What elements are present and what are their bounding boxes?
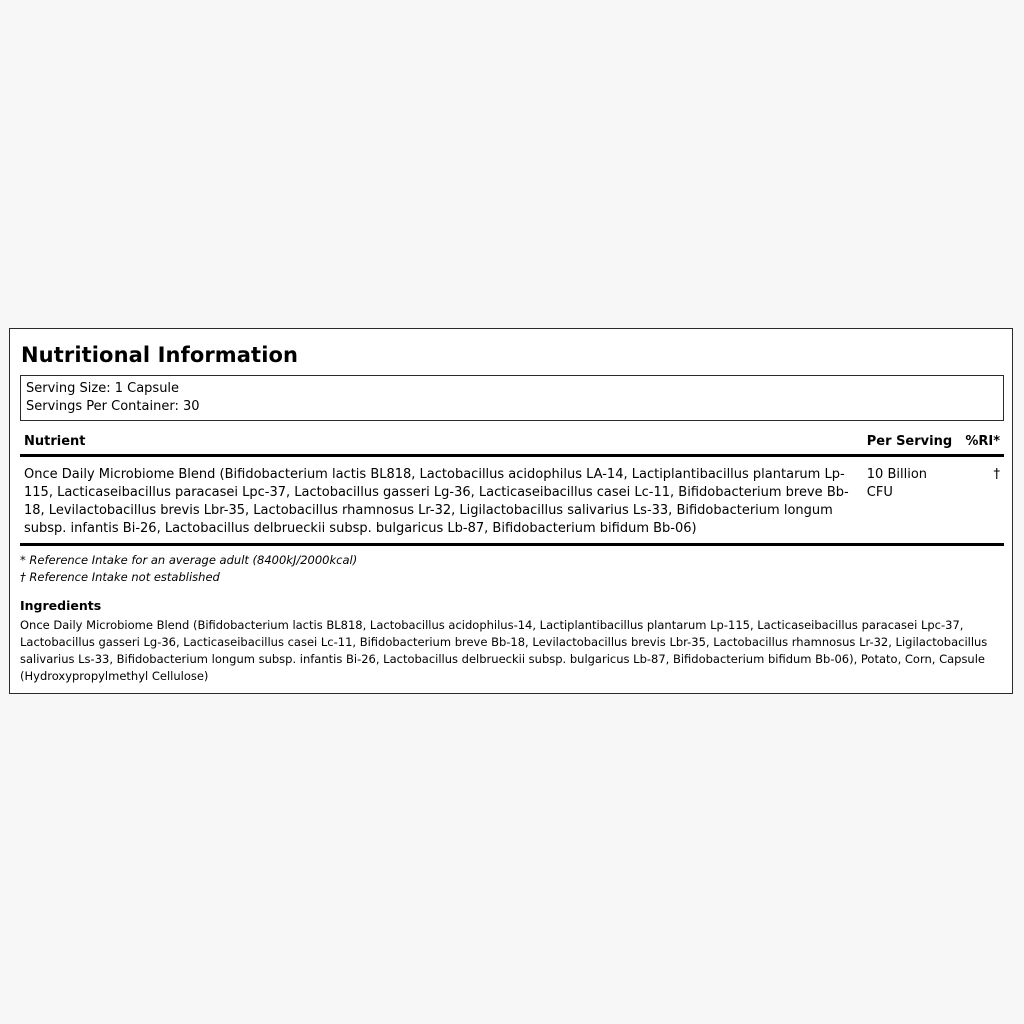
table-header-row <box>20 430 1004 456</box>
servings-per-container: Servings Per Container: 30 <box>26 399 200 414</box>
header-ri: %RI* <box>956 430 1004 456</box>
header-per-serving: Per Serving <box>863 430 956 456</box>
nutrient-ri: † <box>956 456 1004 545</box>
nutrient-amount: 10 Billion CFU <box>863 456 956 545</box>
ingredients-text: Once Daily Microbiome Blend (Bifidobacterium lactis BL818, Lactobacillus acidophilus-14, Lactiplantibacillus plantarum Lp-115, Lacticaseibacillus paracasei Lpc-37, Lactobacillus gasseri Lg-36, Lacticaseibacillus casei Lc-11, Bifidobacterium breve Bb-18, Levilactobacillus brevis Lbr-35, Lactobacillus rhamnosus Lr-32, Ligilactobacillus salivarius Ls-33, Bifidobacterium longum subsp. infantis Bi-26, Lactobacillus delbrueckii subsp. bulgaricus Lb-87, Bifidobacterium bifidum Bb-06), Potato, Corn, Capsule (Hydroxypropylmethyl Cellulose) <box>20 618 988 683</box>
serving-info-box <box>20 375 1004 421</box>
footnote-not-established: † Reference Intake not established <box>20 570 220 584</box>
header-nutrient: Nutrient <box>20 430 863 456</box>
footnotes <box>20 552 357 586</box>
panel-title: Nutritional Information <box>21 343 299 367</box>
serving-size: Serving Size: 1 Capsule <box>26 381 180 396</box>
table-row <box>20 456 1004 545</box>
nutrient-table <box>20 430 1004 546</box>
nutrition-panel <box>9 328 1013 694</box>
ingredients-heading: Ingredients <box>20 598 102 613</box>
nutrient-name: Once Daily Microbiome Blend (Bifidobacterium lactis BL818, Lactobacillus acidophilus LA-14, Lactiplantibacillus plantarum Lp-115, Lacticaseibacillus paracasei Lpc-37, Lactobacillus gasseri Lg-36, Lacticaseibacillus casei Lc-11, Bifidobacterium breve Bb-18, Levilactobacillus brevis Lbr-35, Lactobacillus rhamnosus Lr-32, Ligilactobacillus salivarius Ls-33, Bifidobacterium longum subsp. infantis Bi-26, Lactobacillus delbrueckii subsp. bulgaricus Lb-87, Bifidobacterium bifidum Bb-06) <box>20 456 863 545</box>
footnote-ri: * Reference Intake for an average adult (8400kJ/2000kcal) <box>20 553 358 567</box>
